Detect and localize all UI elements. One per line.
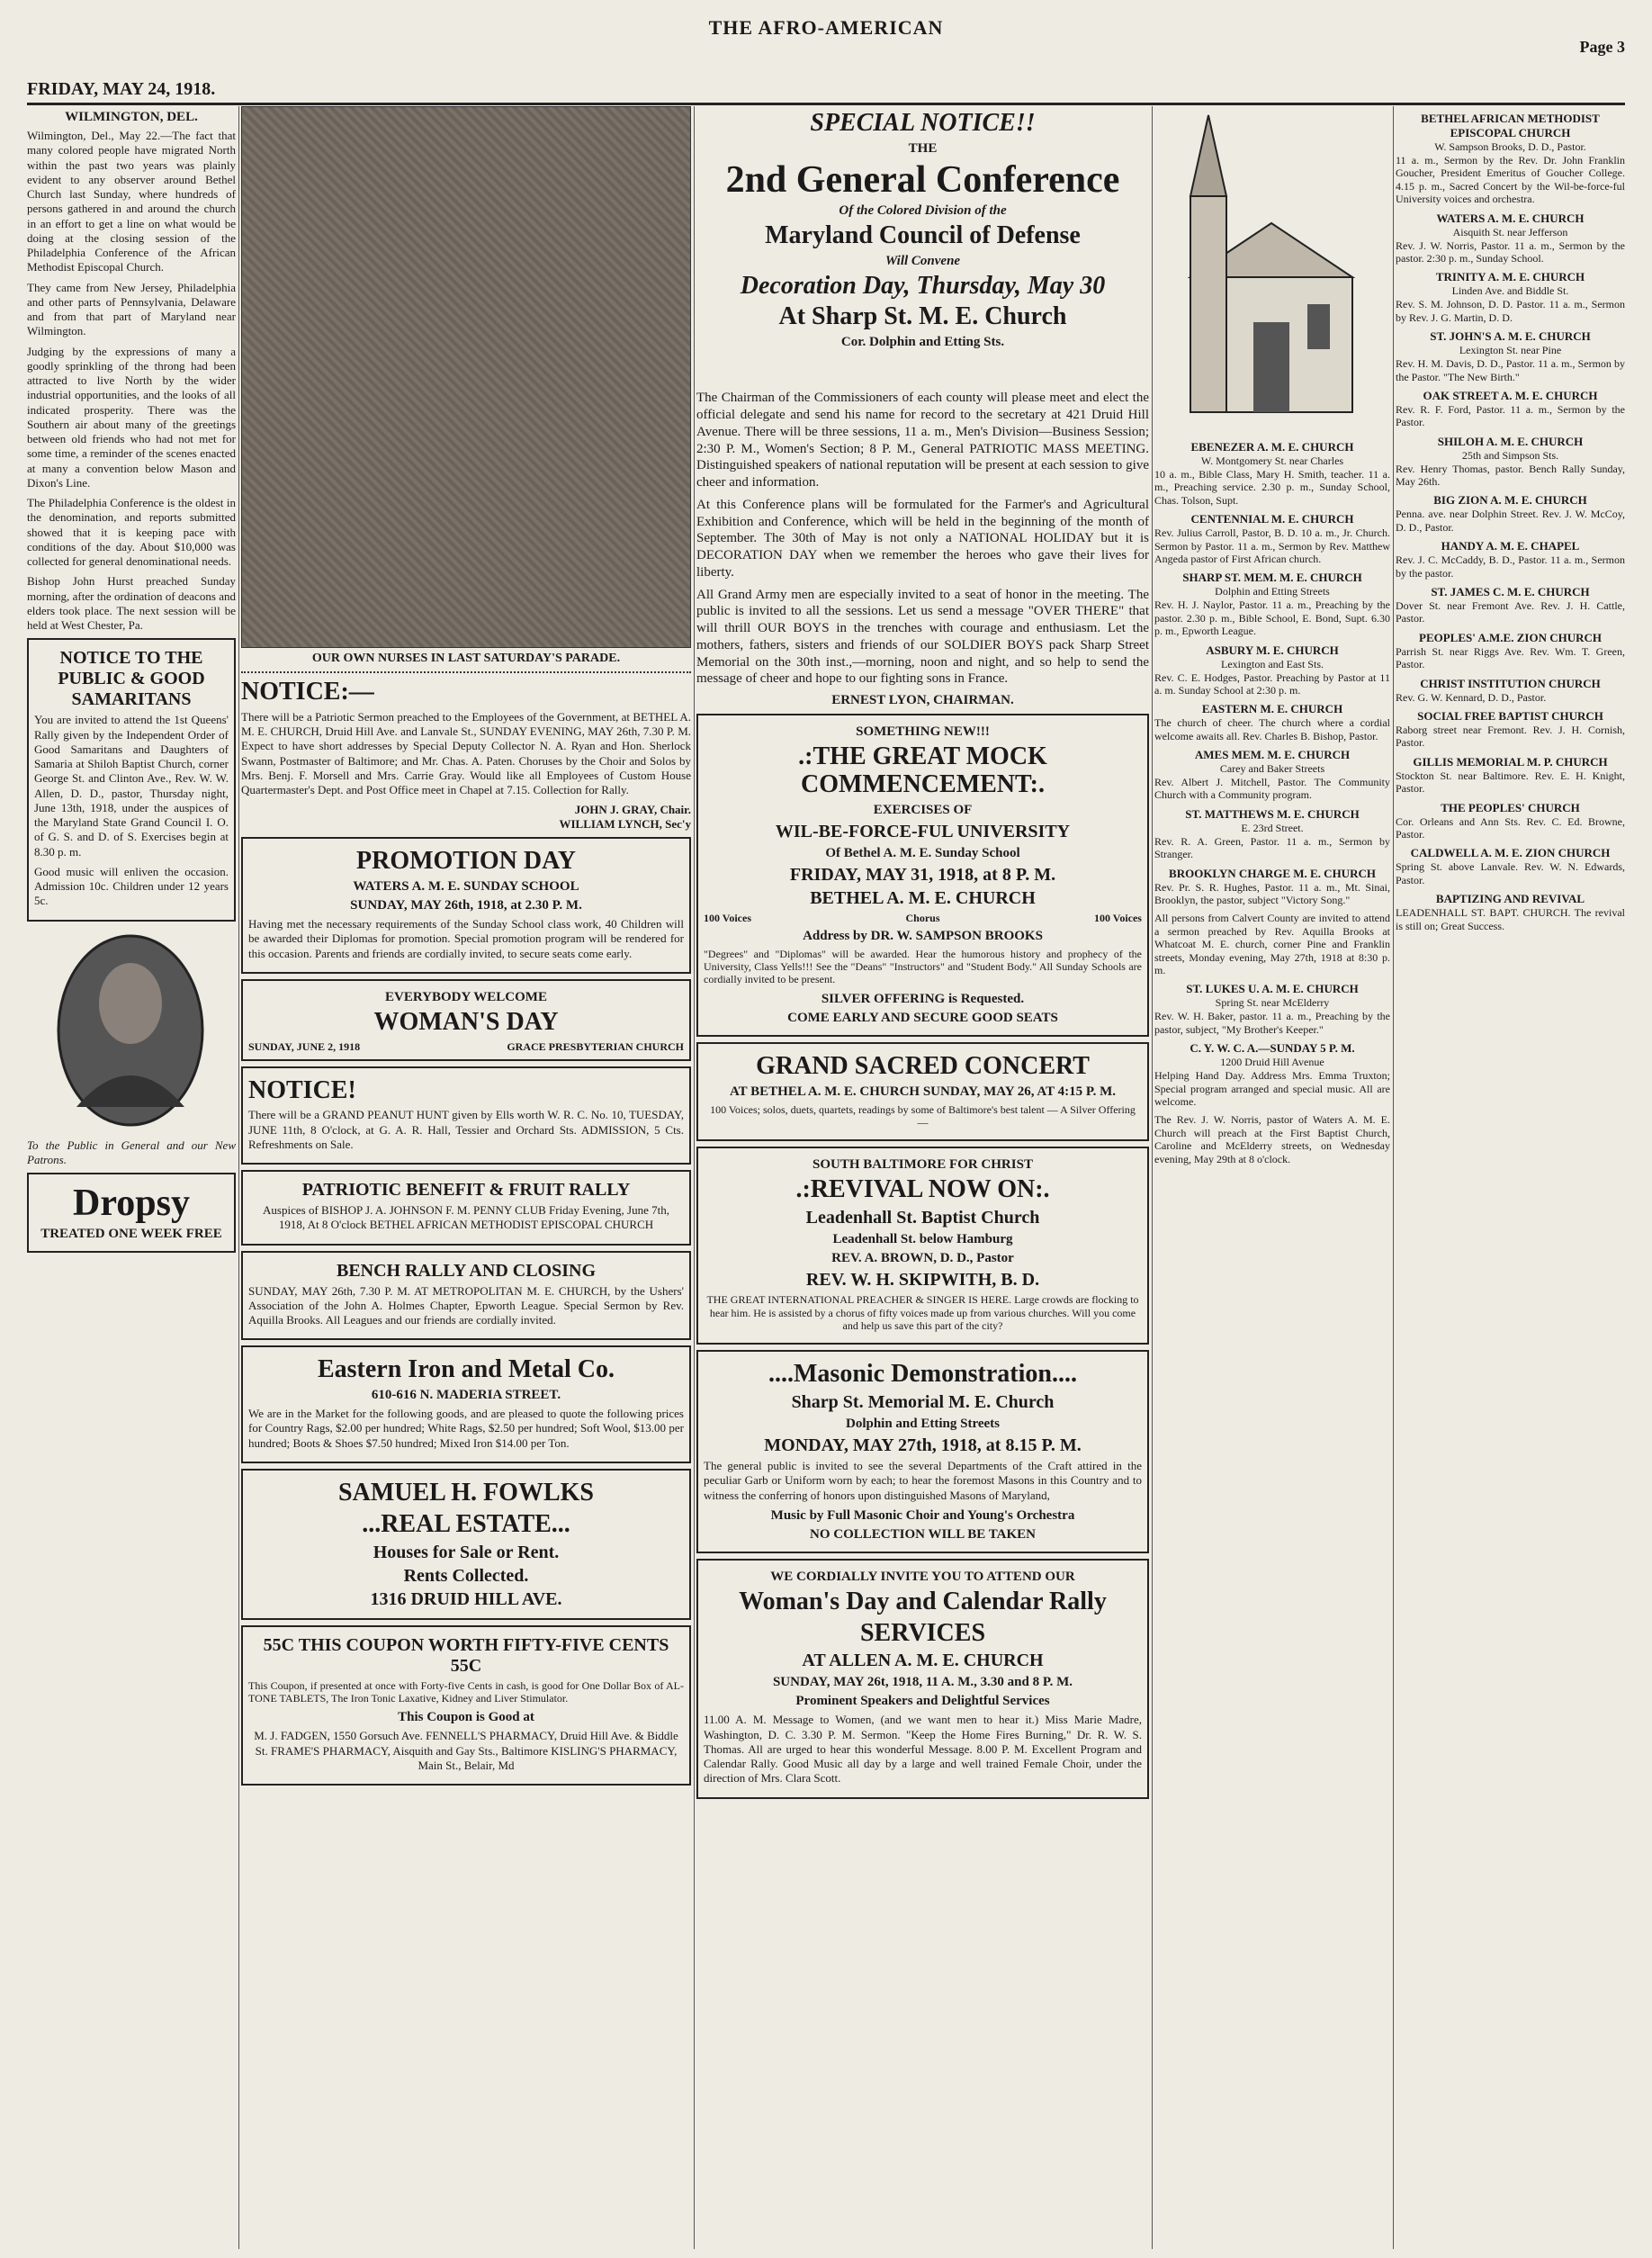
church-name: C. Y. W. C. A.—SUNDAY 5 P. M. bbox=[1190, 1041, 1355, 1056]
allen-services: SERVICES bbox=[859, 1618, 986, 1647]
article-paragraph: Bishop John Hurst preached Sunday morning, after the ordination of deacons and elders took place. The next session will be held at West Chester, Pa. bbox=[27, 574, 236, 632]
coupon-text: This Coupon, if presented at once with Forty-five Cents in cash, is good for One Dollar Box of AL-TONE TABLETS, The Iron Tonic Laxative, Kidney and Liver Stimulator. bbox=[248, 1678, 684, 1705]
decoration-day: Decoration Day, Thursday, May 30 bbox=[740, 271, 1106, 300]
portrait-advertisement bbox=[27, 927, 236, 1168]
church-pastor: W. Sampson Brooks, D. D., Pastor. bbox=[1434, 140, 1586, 153]
church-name: AMES MEM. M. E. CHURCH bbox=[1194, 748, 1351, 762]
conference-body: The Chairman of the Commissioners of each county will please meet and elect the official delegate and send his name for record to the secretary at 421 Druid Hill Avenue. There will be three sessions, 11 a. m., Men's Division—Business Session; 2:30 P. M., Women's Section; 8 P. M., General PATRIOTIC MASS MEETING. Distinguished speakers of national reputation will be present at each session to give cheer and information. bbox=[696, 391, 1149, 490]
bench-rally-ad bbox=[241, 1251, 691, 1341]
church-name: OAK STREET A. M. E. CHURCH bbox=[1423, 388, 1598, 402]
church-schedule: Rev. Pr. S. R. Hughes, Pastor. 11 a. m., Mt. Sinai, Brooklyn, the pastor, subject "Victory Song." bbox=[1154, 880, 1390, 907]
column-rule bbox=[1393, 106, 1394, 2249]
church-name: WATERS A. M. E. CHURCH bbox=[1436, 211, 1585, 225]
masthead bbox=[27, 0, 1625, 99]
church-name: HANDY A. M. E. CHAPEL bbox=[1441, 539, 1580, 553]
church-illustration bbox=[1154, 106, 1390, 430]
allen-date: SUNDAY, MAY 26t, 1918, 11 A. M., 3.30 and 8 P. M. bbox=[772, 1675, 1073, 1690]
masonic-text: The general public is invited to see the several Departments of the Craft attired in the peculiar Garb or Uniform worn by each; to hear the foremost Masons in this Country and to witness the conferring of honors upon distinguished Masons of Maryland, bbox=[704, 1459, 1142, 1502]
church-schedule: Helping Hand Day. Address Mrs. Emma Truxton; Special program arranged and special music. All are welcome. bbox=[1154, 1069, 1390, 1108]
page-number: Page 3 bbox=[1579, 38, 1625, 56]
church-address: Dolphin and Etting Streets bbox=[1215, 585, 1330, 598]
patriotic-heading: PATRIOTIC BENEFIT & FRUIT RALLY bbox=[301, 1180, 631, 1201]
special-notice: SPECIAL NOTICE!! bbox=[810, 109, 1036, 137]
notice-signature: WILLIAM LYNCH, Sec'y bbox=[559, 817, 691, 832]
church-schedule: 11 a. m., Sermon by the Rev. Dr. John Franklin Goucher, President Emeritus of Goucher College. 4.15 p. m., Sacred Concert by the Wil-be-force-ful University voices and orchestra. bbox=[1396, 154, 1625, 206]
mock-church: BETHEL A. M. E. CHURCH bbox=[810, 887, 1036, 908]
mock-chorus: Chorus bbox=[905, 911, 940, 924]
fowlks-heading: SAMUEL H. FOWLKS bbox=[338, 1478, 594, 1507]
dropsy-advertisement bbox=[27, 1173, 236, 1253]
revival-ad bbox=[696, 1147, 1149, 1345]
church-schedule: Rev. G. W. Kennard, D. D., Pastor. bbox=[1396, 690, 1547, 704]
column-church-notices-b bbox=[1396, 106, 1625, 2249]
article-paragraph: They came from New Jersey, Philadelphia and other parts of Pennsylvania, Delaware and from that part of Maryland near Wilmington. bbox=[27, 280, 236, 338]
revival-church: Leadenhall St. Baptist Church bbox=[805, 1208, 1040, 1228]
mock-voices: 100 Voices bbox=[704, 911, 752, 924]
column-notices bbox=[241, 106, 691, 2249]
conference-body: At this Conference plans will be formulated for the Farmer's and Agricultural Exhibition and Conference, which will be held in the beginning of the month of September. The 30th of May is not only a NATIONAL HOLIDAY but it is DECORATION DAY when we remember the heroes who gave their lives for liberty. bbox=[696, 497, 1149, 580]
concert-heading: GRAND SACRED CONCERT bbox=[756, 1051, 1090, 1080]
patriotic-rally-ad bbox=[241, 1170, 691, 1246]
issue-date: FRIDAY, MAY 24, 1918. bbox=[27, 79, 216, 99]
conference-body: All Grand Army men are especially invited to a seat of honor in the meeting. The public is invited to all the sessions. Let us send a message "OVER THERE" that will thrill OUR BOYS in the trenches with courage and enthusiasm. Let the mothers, fathers, sisters and friends of our SOLDIER BOYS pack Sharp Street Memorial on the 30th inst.,—morning, noon and night, and so help to send the message of cheer and hope to our fighting sons in France. bbox=[696, 587, 1149, 687]
church-address: E. 23rd Street. bbox=[1241, 821, 1304, 834]
church-name: BROOKLYN CHARGE M. E. CHURCH bbox=[1169, 866, 1376, 880]
coupon-stores: M. J. FADGEN, 1550 Gorsuch Ave. FENNELL'S PHARMACY, Druid Hill Ave. & Biddle St. FRAME'S PHARMACY, Aisquith and Gay Sts., Baltimore KISLING'S PHARMACY, Main St., Belair, Md bbox=[254, 1729, 678, 1772]
church-announcement: All persons from Calvert County are invited to attend a sermon preached by Rev. Aquilla Brooks at Whatcoat M. E. church, corner Pine and Franklin streets, Monday evening, May 27th, 1918 at 8:30 p. m. bbox=[1154, 912, 1390, 976]
allen-pre: WE CORDIALLY INVITE YOU TO ATTEND OUR bbox=[770, 1569, 1075, 1584]
church-name: SHARP ST. MEM. M. E. CHURCH bbox=[1182, 571, 1362, 585]
council-title: Maryland Council of Defense bbox=[765, 220, 1081, 249]
column-rule bbox=[1152, 106, 1153, 2249]
article-paragraph: The Philadelphia Conference is the oldest in the denomination, and reports submitted showed that it is keeping pace with conditions of the day. About $10,000 was collected for general denominational needs. bbox=[27, 496, 236, 568]
eastern-heading: Eastern Iron and Metal Co. bbox=[317, 1355, 615, 1384]
church-corner: Cor. Dolphin and Etting Sts. bbox=[840, 335, 1005, 350]
church-schedule: Rev. H. J. Naylor, Pastor. 11 a. m., Preaching by the pastor. 2.30 p. m., Bible School, E. Bond, Supt. 6.30 p. m., Epworth League. bbox=[1154, 598, 1390, 638]
allen-prominent: Prominent Speakers and Delightful Services bbox=[795, 1694, 1050, 1709]
church-address: Carey and Baker Streets bbox=[1219, 762, 1325, 776]
church-schedule: The church of cheer. The church where a cordial welcome awaits all. Rev. Charles B. Bishop, Pastor. bbox=[1154, 716, 1390, 742]
womans-pre: EVERYBODY WELCOME bbox=[385, 989, 547, 1004]
church-name: GILLIS MEMORIAL M. P. CHURCH bbox=[1413, 754, 1608, 769]
church-schedule: Rev. J. C. McCaddy, B. D., Pastor. 11 a. m., Sermon by the pastor. bbox=[1396, 553, 1625, 580]
bench-text: SUNDAY, MAY 26th, 7.30 P. M. AT METROPOLITAN M. E. CHURCH, by the Ushers' Association of the John A. Holmes Chapter, Epworth League. Special Sermon by Rev. Aquilla Brooks. All Leagues and our friends are cordially invited. bbox=[248, 1283, 684, 1327]
column-rule bbox=[694, 106, 695, 2249]
promo-heading: PROMOTION DAY bbox=[356, 847, 576, 876]
fowlks-address: 1316 DRUID HILL AVE. bbox=[370, 1588, 562, 1609]
samaritans-notice bbox=[27, 638, 236, 921]
notice2-text: There will be a GRAND PEANUT HUNT given by Ells worth W. R. C. No. 10, TUESDAY, JUNE 11th, 8 O'clock, at G. A. R. Hall, Tessier and Orchard Sts. ADMISSION, 5 Cts. Refreshments on Sale. bbox=[248, 1108, 684, 1151]
promo-date: SUNDAY, MAY 26th, 1918, at 2.30 P. M. bbox=[350, 898, 582, 913]
church-name: EASTERN M. E. CHURCH bbox=[1201, 702, 1343, 716]
church-schedule: Parrish St. near Riggs Ave. Rev. Wm. T. Green, Pastor. bbox=[1396, 644, 1625, 671]
notice2-heading: NOTICE! bbox=[248, 1075, 356, 1104]
eastern-address: 610-616 N. MADERIA STREET. bbox=[371, 1388, 561, 1403]
church-name: ST. MATTHEWS M. E. CHURCH bbox=[1185, 806, 1360, 821]
dateline: WILMINGTON, DEL. bbox=[65, 110, 198, 124]
mock-date: FRIDAY, MAY 31, 1918, at 8 P. M. bbox=[789, 864, 1056, 885]
newspaper-title: THE AFRO-AMERICAN bbox=[708, 16, 944, 39]
fowlks-line: Houses for Sale or Rent. bbox=[373, 1542, 560, 1562]
column-rule bbox=[238, 106, 239, 2249]
church-schedule: Rev. C. E. Hodges, Pastor. Preaching by Pastor at 11 a. m. Sunday School at 2:30 p. m. bbox=[1154, 670, 1390, 697]
church-name: BIG ZION A. M. E. CHURCH bbox=[1433, 493, 1587, 508]
church-address: Lexington St. near Pine bbox=[1459, 344, 1562, 357]
dropsy-subtitle: TREATED ONE WEEK FREE bbox=[40, 1227, 222, 1242]
church-name: SOCIAL FREE BAPTIST CHURCH bbox=[1417, 708, 1603, 723]
mock-exercises: EXERCISES OF bbox=[873, 802, 973, 817]
eastern-text: We are in the Market for the following goods, and are pleased to quote the following prices for Country Rags, $2.00 per hundred; White Rags, $2.50 per hundred; Soft Wool, $13.00 per hundred; Boots & Shoes $7.50 hundred; Mixed Iron $14.00 per Ton. bbox=[248, 1407, 684, 1450]
allen-womans-day-ad bbox=[696, 1559, 1149, 1799]
divider bbox=[241, 671, 691, 673]
church-name: CALDWELL A. M. E. ZION CHURCH bbox=[1410, 846, 1611, 860]
photo-caption: OUR OWN NURSES IN LAST SATURDAY'S PARADE. bbox=[311, 652, 621, 665]
womans-heading: WOMAN'S DAY bbox=[373, 1007, 559, 1036]
concert-text: 100 Voices; solos, duets, quartets, readings by some of Baltimore's best talent — A Silver Offering — bbox=[710, 1102, 1136, 1129]
church-address: W. Montgomery St. near Charles bbox=[1200, 454, 1344, 467]
column-church-notices-a bbox=[1154, 106, 1390, 2249]
notice-heading: NOTICE:— bbox=[241, 678, 374, 706]
portrait-image bbox=[27, 927, 234, 1134]
masonic-heading: ....Masonic Demonstration.... bbox=[768, 1360, 1077, 1389]
mock-address: Address by DR. W. SAMPSON BROOKS bbox=[803, 928, 1043, 943]
notice-text: You are invited to attend the 1st Queens' Rally given by the Independent Order of Good Samaritans and Daughters of Samaria at Shiloh Baptist Church, corner George St. and Clinton Ave., Rev. W. W. Allen, D. D., pastor, Thursday night, June 13th, 1918, under the auspices of the Maryland State Grand Council I. O. of G. S. and D. of S. Exercises begin at 8.30 p. m. bbox=[34, 713, 229, 859]
article-paragraph: Judging by the expressions of many a goodly sprinkling of the throng had been attracted to live North by the wider industrial opportunities, and the looks of all indicated prosperity. There was the Southern air about many of the greetings between old friends who had not met for some time, a reminder of the scenes enacted at many a convention below Mason and Dixon's Line. bbox=[27, 344, 236, 490]
church-name: EBENEZER A. M. E. CHURCH bbox=[1190, 440, 1354, 454]
church-schedule: Rev. Henry Thomas, pastor. Bench Rally Sunday, May 26th. bbox=[1396, 462, 1625, 489]
church-name: BAPTIZING AND REVIVAL bbox=[1435, 892, 1585, 906]
notice-text: There will be a Patriotic Sermon preached to the Employees of the Government, at BETHEL A. M. E. CHURCH, Druid Hill Ave. and Lanvale St., SUNDAY EVENING, MAY 26th, 7.30 P. M. Expect to have short addresses by Special Deputy Collector N. A. Ryan and Hon. Sherlock Swann, Postmaster of Baltimore; and Mr. Chas. A. Paten. Choruses by the Choir and Solos by Mrs. Benj. F. Morsell and Mrs. Carrie Gray. Would like all Employees of Custom House Quartermaster's Dept. and Post Office meet in Chapel at 7.15. Collection for Rally. bbox=[241, 709, 691, 797]
womans-date: SUNDAY, JUNE 2, 1918 bbox=[248, 1039, 361, 1053]
promotion-day-ad bbox=[241, 837, 691, 974]
mock-text: "Degrees" and "Diplomas" will be awarded. Hear the humorous history and prophecy of the University, Class Yells!!! See the "Deans" "Instructors" and "Student Body." All Sunday Schools are cordially invited to be present. bbox=[704, 947, 1142, 986]
church-schedule: LEADENHALL ST. BAPT. CHURCH. The revival is still on; Great Success. bbox=[1396, 906, 1625, 932]
church-schedule: Rev. Julius Carroll, Pastor, B. D. 10 a. m., Jr. Church. Sermon by Pastor. 11 a. m., Sermon by Rev. Matthew Angeda pastor of First African church. bbox=[1154, 526, 1390, 565]
church-name: SHILOH A. M. E. CHURCH bbox=[1437, 434, 1584, 448]
column-conference bbox=[696, 106, 1149, 2249]
sacred-concert-ad bbox=[696, 1042, 1149, 1142]
church-schedule: 10 a. m., Bible Class, Mary H. Smith, teacher. 11 a. m., Preaching service. 2.30 p. m., Sunday School, Chas. Tolson, Supt. bbox=[1154, 468, 1390, 507]
church-name: ST. LUKES U. A. M. E. CHURCH bbox=[1186, 982, 1359, 996]
church-schedule: Spring St. above Lanvale. Rev. W. N. Edwards, Pastor. bbox=[1396, 860, 1625, 886]
revival-preacher: REV. W. H. SKIPWITH, B. D. bbox=[805, 1270, 1040, 1291]
fowlks-line: Rents Collected. bbox=[403, 1565, 529, 1586]
mock-commencement-ad bbox=[696, 714, 1149, 1037]
church-name: ST. JAMES C. M. E. CHURCH bbox=[1431, 585, 1590, 599]
masonic-ad bbox=[696, 1350, 1149, 1553]
church-schedule: Rev. S. M. Johnson, D. D. Pastor. 11 a. m., Sermon by Rev. J. G. Martin, D. D. bbox=[1396, 298, 1625, 324]
church-schedule: Rev. Albert J. Mitchell, Pastor. The Community Church with a Community program. bbox=[1154, 776, 1390, 802]
womans-day-ad bbox=[241, 979, 691, 1061]
mock-university: WIL-BE-FORCE-FUL UNIVERSITY bbox=[775, 821, 1071, 841]
coupon-good: This Coupon is Good at bbox=[398, 1710, 534, 1725]
fowlks-sub: ...REAL ESTATE... bbox=[362, 1509, 570, 1538]
allen-heading: Woman's Day and Calendar Rally bbox=[739, 1587, 1107, 1615]
church-name: TRINITY A. M. E. CHURCH bbox=[1435, 270, 1585, 284]
altone-coupon bbox=[241, 1625, 691, 1786]
will-convene: Will Convene bbox=[884, 253, 961, 268]
revival-text: THE GREAT INTERNATIONAL PREACHER & SINGER IS HERE. Large crowds are flocking to hear him. He is assisted by a chorus of fifty voices made up from various churches. Will you come and help us save this part of the city? bbox=[706, 1293, 1139, 1332]
church-name: ST. JOHN'S A. M. E. CHURCH bbox=[1430, 329, 1591, 344]
revival-heading: .:REVIVAL NOW ON:. bbox=[795, 1175, 1050, 1204]
article-paragraph: Wilmington, Del., May 22.—The fact that many colored people have migrated North within the past two years was plainly evident to any observer around Bethel Church last Sunday, where hundreds of persons gathered in and around the church in an effort to get a line on what would be doing at the closing session of the Philadelphia Conference of the African Methodist Episcopal Church. bbox=[27, 129, 236, 274]
portrait-caption: To the Public in General and our New Patrons. bbox=[27, 1138, 236, 1166]
colored-division: Of the Colored Division of the bbox=[839, 202, 1007, 218]
church-announcement: The Rev. J. W. Norris, pastor of Waters A. M. E. Church will preach at the First Baptist Church, Caroline and McElderry streets, on Wednesday evening, May 29th at 8 o'clock. bbox=[1154, 1113, 1390, 1165]
mock-silver: SILVER OFFERING is Requested. bbox=[821, 991, 1025, 1006]
mock-voices: 100 Voices bbox=[1093, 911, 1142, 924]
mock-come: COME EARLY AND SECURE GOOD SEATS bbox=[787, 1010, 1058, 1025]
mock-heading: .:THE GREAT MOCK COMMENCEMENT:. bbox=[798, 742, 1047, 798]
church-address: Aisquith St. near Jefferson bbox=[1452, 225, 1568, 238]
notice-signature: JOHN J. GRAY, Chair. bbox=[574, 803, 691, 817]
masonic-date: MONDAY, MAY 27th, 1918, at 8.15 P. M. bbox=[764, 1435, 1082, 1456]
church-address: Linden Ave. and Biddle St. bbox=[1451, 284, 1569, 298]
notice-text: Good music will enliven the occasion. Admission 10c. Children under 12 years 5c. bbox=[34, 864, 229, 908]
church-schedule: Stockton St. near Baltimore. Rev. E. H. Knight, Pastor. bbox=[1396, 769, 1625, 796]
church-schedule: Dover St. near Fremont Ave. Rev. J. H. Cattle, Pastor. bbox=[1396, 599, 1625, 625]
church-name: ASBURY M. E. CHURCH bbox=[1206, 643, 1339, 657]
church-address: Spring St. near McElderry bbox=[1215, 996, 1330, 1010]
church-name: CHRIST INSTITUTION CHURCH bbox=[1420, 676, 1601, 690]
church-schedule: Rev. R. A. Green, Pastor. 11 a. m., Sermon by Stranger. bbox=[1154, 834, 1390, 861]
peanut-hunt-notice bbox=[241, 1066, 691, 1165]
mock-pre: SOMETHING NEW!!! bbox=[856, 724, 990, 740]
womans-church: GRACE PRESBYTERIAN CHURCH bbox=[507, 1039, 684, 1053]
allen-text: 11.00 A. M. Message to Women, (and we want men to hear it.) Miss Marie Madre, Washington, D. C. 3.30 P. M. Sermon. "Keep the Home Fires Burning," Dr. R. W. S. Thomas. All are urged to hear this wonderful Message. 8.00 P. M. Excellent Program and Calendar Rally. Good Music all day by a large and well trained Female Choir, under the direction of Mrs. Clara Scott. bbox=[704, 1713, 1142, 1786]
church-schedule: Rev. R. F. Ford, Pastor. 11 a. m., Sermon by the Pastor. bbox=[1396, 402, 1625, 429]
fowlks-real-estate-ad bbox=[241, 1469, 691, 1620]
church-schedule: Rev. H. M. Davis, D. D., Pastor. 11 a. m., Sermon by the Pastor. "The New Birth." bbox=[1396, 357, 1625, 383]
church-address: 1200 Druid Hill Avenue bbox=[1220, 1056, 1324, 1069]
coupon-heading: 55C THIS COUPON WORTH FIFTY-FIVE CENTS 55C bbox=[263, 1634, 669, 1676]
church-address: Lexington and East Sts. bbox=[1221, 657, 1324, 670]
revival-pre: SOUTH BALTIMORE FOR CHRIST bbox=[813, 1157, 1033, 1173]
chairman: ERNEST LYON, CHAIRMAN. bbox=[831, 693, 1014, 708]
church-name: BETHEL AFRICAN METHODIST EPISCOPAL CHURCH bbox=[1421, 112, 1600, 139]
sharp-st-church: At Sharp St. M. E. Church bbox=[778, 302, 1067, 331]
dropsy-title: Dropsy bbox=[73, 1183, 190, 1224]
the: THE bbox=[908, 140, 938, 156]
masonic-no-collection: NO COLLECTION WILL BE TAKEN bbox=[810, 1526, 1036, 1542]
notice-title: NOTICE TO THE PUBLIC & GOOD SAMARITANS bbox=[58, 648, 205, 710]
church-schedule: Raborg street near Fremont. Rev. J. H. Cornish, Pastor. bbox=[1396, 723, 1625, 750]
nurses-parade-photo bbox=[241, 106, 691, 648]
masonic-church: Sharp St. Memorial M. E. Church bbox=[791, 1392, 1055, 1413]
patriotic-text: Auspices of BISHOP J. A. JOHNSON F. M. PENNY CLUB Friday Evening, June 7th, 1918, At 8 O'clock BETHEL AFRICAN METHODIST EPISCOPAL CHURCH bbox=[263, 1203, 669, 1232]
mock-sunday-school: Of Bethel A. M. E. Sunday School bbox=[825, 845, 1020, 860]
masonic-music: Music by Full Masonic Choir and Young's Orchestra bbox=[770, 1507, 1075, 1523]
promo-text: Having met the necessary requirements of the Sunday School class work, 40 Children will be awarded their Diplomas for promotion. Special promotion program will be rendered for this occasion. Parents and friends are cordially invited, to secure seats come early. bbox=[248, 917, 684, 960]
church-name: PEOPLES' A.M.E. ZION CHURCH bbox=[1419, 630, 1602, 644]
church-schedule: Rev. J. W. Norris, Pastor. 11 a. m., Sermon by the pastor. 2:30 p. m., Sunday School. bbox=[1396, 238, 1625, 265]
bench-heading: BENCH RALLY AND CLOSING bbox=[336, 1260, 597, 1281]
masonic-location: Dolphin and Etting Streets bbox=[845, 1417, 1000, 1432]
church-schedule: Penna. ave. near Dolphin Street. Rev. J. W. McCoy, D. D., Pastor. bbox=[1396, 508, 1625, 534]
revival-pastor: REV. A. BROWN, D. D., Pastor bbox=[831, 1251, 1014, 1266]
column-wilmington bbox=[27, 106, 236, 2249]
promo-sub: WATERS A. M. E. SUNDAY SCHOOL bbox=[353, 879, 579, 895]
concert-text: AT BETHEL A. M. E. CHURCH SUNDAY, MAY 26, AT 4:15 P. M. bbox=[729, 1084, 1117, 1099]
church-schedule: Rev. W. H. Baker, pastor. 11 a. m., Preaching by the pastor, subject, "My Brother's Keeper." bbox=[1154, 1010, 1390, 1036]
eastern-iron-ad bbox=[241, 1345, 691, 1463]
church-schedule: Cor. Orleans and Ann Sts. Rev. C. Ed. Browne, Pastor. bbox=[1396, 814, 1625, 841]
masthead-rule bbox=[27, 103, 1625, 105]
church-name: THE PEOPLES' CHURCH bbox=[1441, 800, 1580, 814]
revival-location: Leadenhall St. below Hamburg bbox=[832, 1232, 1013, 1247]
allen-church: AT ALLEN A. M. E. CHURCH bbox=[802, 1651, 1044, 1671]
conference-title: 2nd General Conference bbox=[725, 158, 1120, 201]
church-address: 25th and Simpson Sts. bbox=[1461, 448, 1559, 462]
church-name: CENTENNIAL M. E. CHURCH bbox=[1190, 512, 1354, 526]
